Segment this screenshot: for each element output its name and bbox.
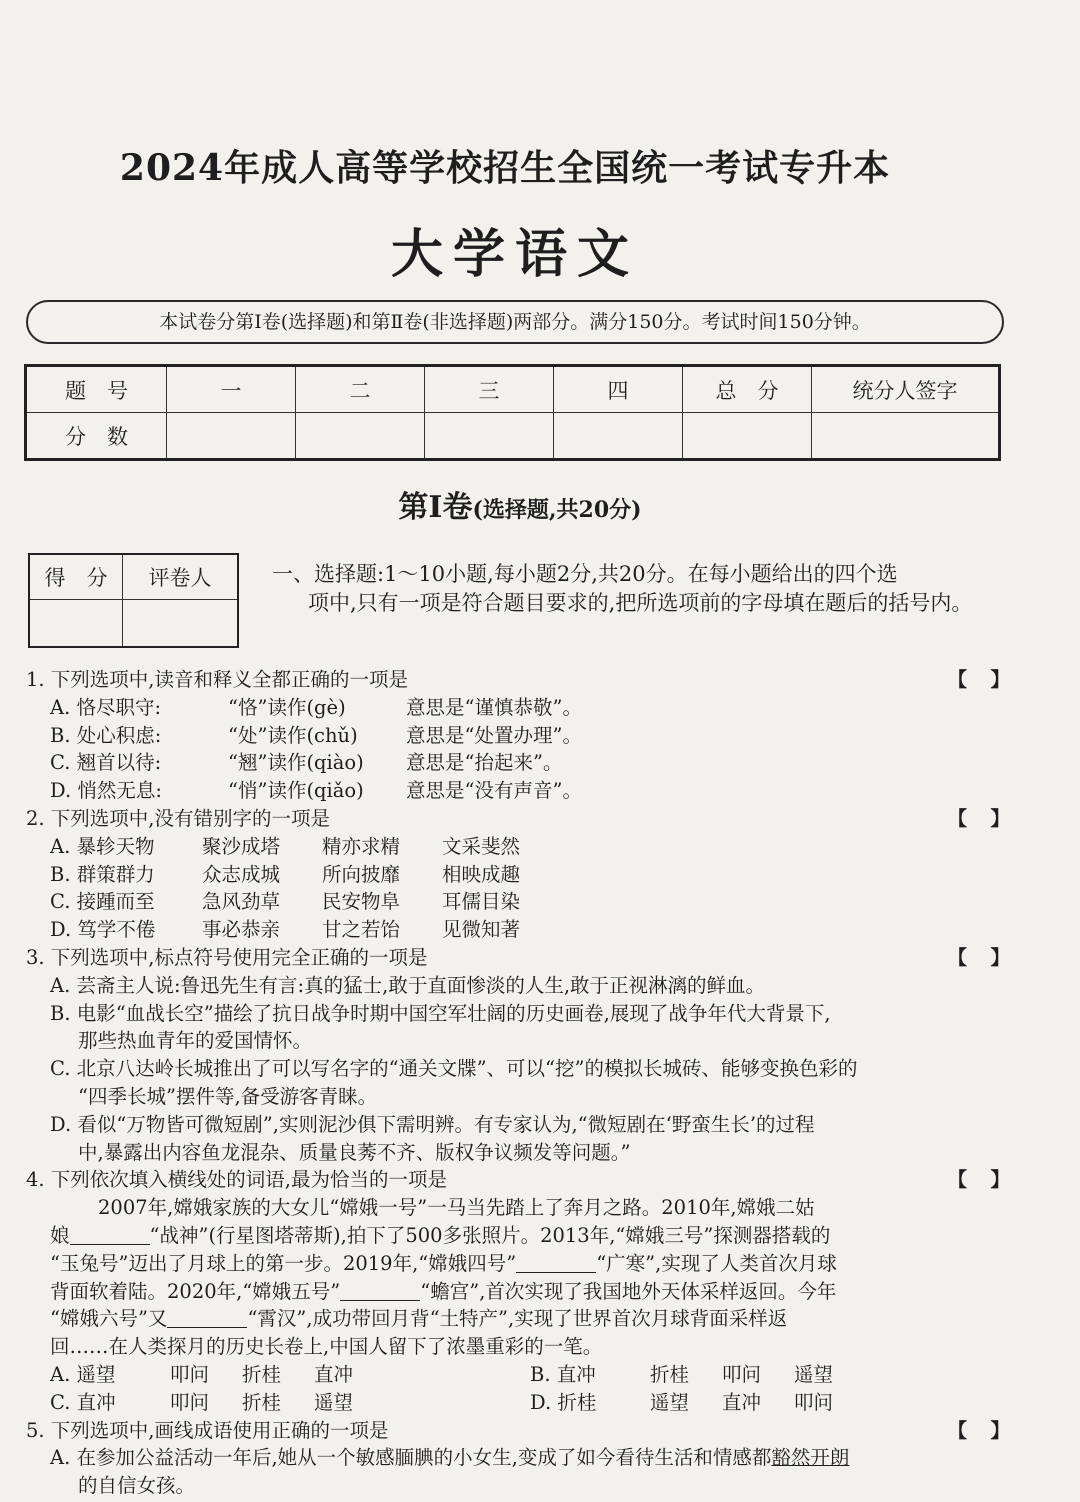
score-input-cell[interactable]	[812, 413, 1000, 460]
score-table	[24, 364, 1001, 461]
question-3-option-c: C. 北京八达岭长城推出了可以写名字的“通关文牒”、可以“挖”的模拟长城砖、能够变换色彩的	[50, 1057, 858, 1081]
fill-blank-1[interactable]	[70, 1226, 150, 1245]
section-instruction	[272, 560, 1012, 618]
score-cell: 题 号	[26, 366, 167, 413]
answer-bracket[interactable]: 【 】	[947, 1418, 1012, 1442]
questions	[22, 666, 1012, 1500]
question-stem-text: 4. 下列依次填入横线处的词语,最为恰当的一项是	[26, 1168, 448, 1192]
question-3-stem	[22, 944, 1012, 972]
score-input-cell[interactable]	[296, 413, 425, 460]
question-1-option-c: C. 翘首以待: “翘”读作(qiào) 意思是“抬起来”。	[50, 751, 563, 775]
question-stem-text: 1. 下列选项中,读音和释义全都正确的一项是	[26, 668, 409, 691]
question-2-option-b: B. 群策群力 众志成城 所向披靡 相映成趣	[50, 862, 521, 886]
score-cell: 二	[296, 366, 425, 413]
question-1-stem	[22, 666, 1012, 694]
question-3-option-a: A. 芸斋主人说:鲁迅先生有言:真的猛士,敢于直面惨淡的人生,敢于正视淋漓的鲜血。	[50, 973, 766, 997]
fill-blank-4[interactable]	[167, 1309, 247, 1328]
question-4-passage: “玉兔号”迈出了月球上的第一步。2019年,“嫦娥四号” “广寒”,实现了人类首次月球	[50, 1251, 837, 1275]
score-input-cell[interactable]	[683, 413, 812, 460]
question-4-options-row	[22, 1389, 1012, 1417]
subject-title: 大学语文	[390, 224, 639, 285]
score-cell: 总 分	[683, 366, 812, 413]
score-input-cell[interactable]	[554, 413, 683, 460]
question-stem-text: 2. 下列选项中,没有错别字的一项是	[26, 806, 331, 830]
question-1-option-a: A. 恪尽职守: “恪”读作(gè) 意思是“谨慎恭敬”。	[50, 695, 582, 719]
question-2-option-d: D. 笃学不倦 事必恭亲 甘之若饴 见微知著	[50, 918, 521, 942]
question-1-option-b: B. 处心积虑: “处”读作(chǔ) 意思是“处置办理”。	[50, 723, 582, 747]
underlined-idiom: 豁然开朗	[771, 1446, 850, 1470]
question-4-passage: 回……在人类探月的历史长卷上,中国人留下了浓墨重彩的一笔。	[50, 1335, 603, 1359]
question-5-option-a-cont: 的自信女孩。	[78, 1474, 196, 1498]
question-stem-text: 3. 下列选项中,标点符号使用完全正确的一项是	[26, 945, 428, 969]
grader-score-cell[interactable]	[29, 600, 123, 648]
score-input-cell[interactable]	[167, 413, 296, 460]
question-2-option-a: A. 暴轸天物 聚沙成塔 精亦求精 文采斐然	[50, 834, 521, 858]
score-input-cell[interactable]	[425, 413, 554, 460]
question-stem-text: 5. 下列选项中,画线成语使用正确的一项是	[26, 1418, 389, 1442]
grader-name-label: 评卷人	[123, 554, 239, 600]
score-cell: 三	[425, 366, 554, 413]
question-4-passage: “嫦娥六号”又 “霄汉”,成功带回月背“土特产”,实现了世界首次月球背面采样返	[50, 1307, 788, 1331]
question-2-stem	[22, 805, 1012, 833]
question-4-option-a: A. 遥望 叩问 折桂 直冲	[50, 1362, 354, 1386]
question-4-passage: 2007年,嫦娥家族的大女儿“嫦娥一号”一马当先踏上了奔月之路。2010年,嫦娥二姑	[98, 1196, 815, 1220]
question-4-option-c: C. 直冲 叩问 折桂 遥望	[50, 1390, 354, 1414]
fill-blank-3[interactable]	[340, 1282, 420, 1301]
question-3-option-c-cont: “四季长城”摆件等,备受游客青睐。	[78, 1084, 378, 1108]
exam-title: 2024年成人高等学校招生全国统一考试专升本	[119, 147, 891, 189]
grader-score-label: 得 分	[29, 554, 123, 600]
question-3-option-b: B. 电影“血战长空”描绘了抗日战争时期中国空军壮阔的历史画卷,展现了战争年代大背景下,	[50, 1001, 831, 1025]
fill-blank-2[interactable]	[516, 1254, 596, 1273]
answer-bracket[interactable]: 【 】	[947, 1168, 1012, 1192]
question-4-options-row	[22, 1361, 1012, 1389]
score-row-label: 分 数	[26, 413, 167, 460]
score-table-header-row	[26, 366, 1000, 413]
question-1-option-d: D. 悄然无息: “悄”读作(qiǎo) 意思是“没有声音”。	[50, 779, 582, 803]
section-title-main: 第Ⅰ卷	[398, 490, 473, 525]
score-cell: 四	[554, 366, 683, 413]
score-cell: 一	[167, 366, 296, 413]
instruction-line: 项中,只有一项是符合题目要求的,把所选项前的字母填在题后的括号内。	[308, 591, 973, 615]
question-4-option-b: B. 直冲 折桂 叩问 遥望	[530, 1362, 834, 1386]
question-5-option-a: A. 在参加公益活动一年后,她从一个敏感腼腆的小女生,变成了如今看待生活和情感都豁然开朗	[50, 1446, 850, 1470]
answer-bracket[interactable]: 【 】	[947, 945, 1012, 969]
question-3-option-d-cont: 中,暴露出内容鱼龙混杂、质量良莠不齐、版权争议频发等问题。”	[78, 1140, 631, 1164]
grader-name-cell[interactable]	[123, 600, 239, 648]
grader-table	[28, 553, 239, 648]
section-title-sub: (选择题,共20分)	[472, 497, 642, 523]
question-4-option-d: D. 折桂 遥望 直冲 叩问	[530, 1390, 834, 1414]
question-5-stem	[22, 1417, 1012, 1445]
question-2-option-c: C. 接踵而至 急风劲草 民安物阜 耳儒目染	[50, 890, 521, 914]
instruction-line: 一、选择题:1～10小题,每小题2分,共20分。在每小题给出的四个选	[272, 562, 898, 586]
section-title	[0, 482, 1040, 526]
exam-notice: 本试卷分第Ⅰ卷(选择题)和第Ⅱ卷(非选择题)两部分。满分150分。考试时间150分钟。	[26, 300, 1004, 344]
score-table-score-row	[26, 413, 1000, 460]
answer-bracket[interactable]: 【 】	[947, 806, 1012, 830]
answer-bracket[interactable]: 【 】	[947, 668, 1012, 691]
question-4-passage: 背面软着陆。2020年,“嫦娥五号” “蟾宫”,首次实现了我国地外天体采样返回。今年	[50, 1279, 837, 1303]
question-4-passage: 娘 “战神”(行星图塔蒂斯),拍下了500多张照片。2013年,“嫦娥三号”探测器搭载的	[50, 1223, 831, 1247]
score-cell: 统分人签字	[812, 366, 1000, 413]
question-3-option-b-cont: 那些热血青年的爱国情怀。	[78, 1029, 313, 1053]
question-4-stem	[22, 1166, 1012, 1194]
question-3-option-d: D. 看似“万物皆可微短剧”,实则泥沙俱下需明辨。有专家认为,“微短剧在‘野蛮生长’的过程	[50, 1112, 815, 1136]
